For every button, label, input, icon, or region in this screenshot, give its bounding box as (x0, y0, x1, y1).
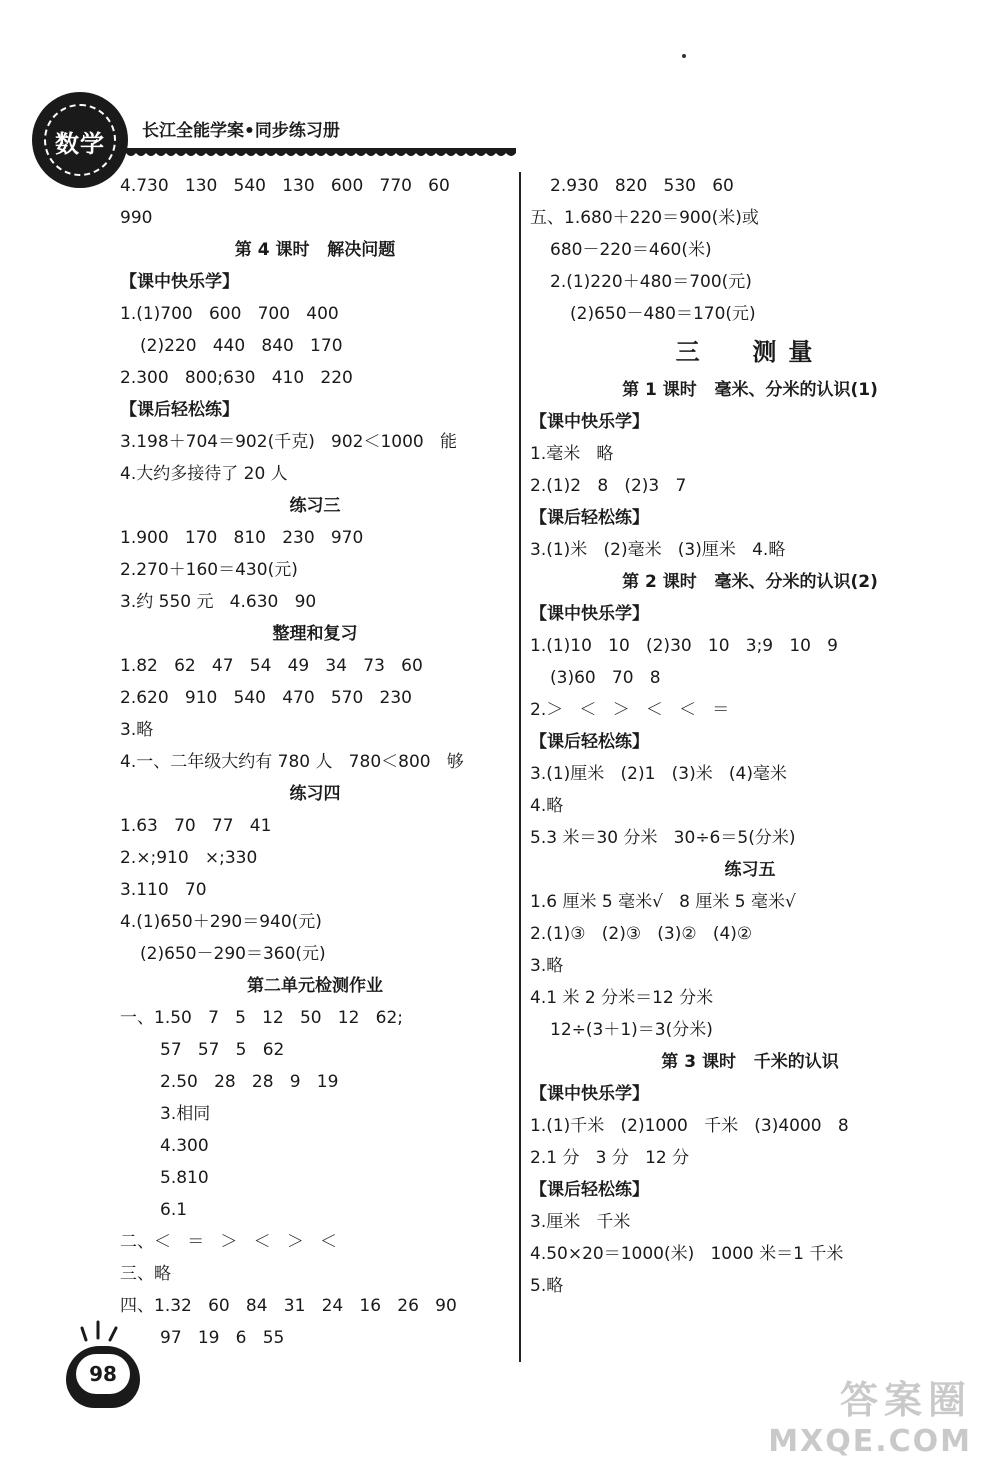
right-answer-line: 3.(1)米 (2)毫米 (3)厘米 4.略 (530, 540, 786, 560)
right-answer-line: 1.(1)千米 (2)1000 千米 (3)4000 8 (530, 1116, 849, 1136)
left-answer-line: 一、1.50 7 5 12 50 12 62; (120, 1008, 404, 1028)
left-answer-line: 4.(1)650＋290＝940(元) (120, 912, 322, 932)
right-answer-line: 1.(1)10 10 (2)30 10 3;9 10 9 (530, 636, 838, 656)
left-answer-line: 5.810 (160, 1168, 209, 1188)
right-lesson-heading: 第 3 课时 千米的认识 (661, 1052, 839, 1072)
answer-column-left (120, 170, 510, 1354)
right-subsection-label: 【课后轻松练】 (530, 508, 649, 528)
left-answer-line: (2)650－290＝360(元) (140, 944, 326, 964)
left-answer-line: 1.(1)700 600 700 400 (120, 304, 339, 324)
right-subsection-label: 【课中快乐学】 (530, 412, 649, 432)
subject-badge-label: 数学 (55, 129, 105, 158)
left-answer-line: 2.×;910 ×;330 (120, 848, 258, 868)
right-answer-line: 4.50×20＝1000(米) 1000 米＝1 千米 (530, 1244, 844, 1264)
left-answer-line: 4.730 130 540 130 600 770 60 (120, 176, 450, 196)
right-answer-line: 4.略 (530, 796, 564, 816)
right-answer-line: 3.略 (530, 956, 564, 976)
left-answer-line: 1.900 170 810 230 970 (120, 528, 364, 548)
right-answer-line: 5.略 (530, 1276, 564, 1296)
right-subsection-label: 【课后轻松练】 (530, 1180, 649, 1200)
left-answer-line: 二、＜ ＝ ＞ ＜ ＞ ＜ (120, 1232, 338, 1252)
right-answer-line: 12÷(3＋1)＝3(分米) (550, 1020, 713, 1040)
right-answer-line: 2.930 820 530 60 (550, 176, 734, 196)
left-answer-line: 4.大约多接待了 20 人 (120, 464, 288, 484)
left-lesson-heading: 练习三 (289, 496, 341, 516)
right-unit-heading: 三 测量 (675, 338, 825, 366)
left-answer-line: 2.50 28 28 9 19 (160, 1072, 339, 1092)
right-subsection-label: 【课中快乐学】 (530, 1084, 649, 1104)
left-answer-line: 1.82 62 47 54 49 34 73 60 (120, 656, 423, 676)
right-answer-line: 5.3 米＝30 分米 30÷6＝5(分米) (530, 828, 796, 848)
right-answer-line: 1.毫米 略 (530, 444, 614, 464)
left-answer-line: 3.相同 (160, 1104, 211, 1124)
left-answer-line: 3.198＋704＝902(千克) 902＜1000 能 (120, 432, 457, 452)
left-lesson-heading: 整理和复习 (272, 624, 358, 644)
header-wavy-rule (116, 148, 516, 158)
right-answer-line: 2.(1)③ (2)③ (3)② (4)② (530, 924, 753, 944)
page-number: 98 (89, 1362, 117, 1386)
watermark-title: 答案圈 (839, 1378, 972, 1422)
right-answer-line: 3.(1)厘米 (2)1 (3)米 (4)毫米 (530, 764, 787, 784)
book-title: 长江全能学案•同步练习册 (142, 121, 340, 141)
left-subsection-label: 【课中快乐学】 (120, 272, 239, 292)
left-answer-line: 2.620 910 540 470 570 230 (120, 688, 412, 708)
left-answer-line: 4.一、二年级大约有 780 人 780＜800 够 (120, 752, 464, 772)
left-answer-line: 3.略 (120, 720, 154, 740)
right-answer-line: 2.(1)220＋480＝700(元) (550, 272, 752, 292)
right-subsection-label: 【课中快乐学】 (530, 604, 649, 624)
left-answer-line: 1.63 70 77 41 (120, 816, 272, 836)
left-answer-line: 2.270＋160＝430(元) (120, 560, 298, 580)
column-divider (519, 172, 521, 1362)
left-lesson-heading: 第 4 课时 解决问题 (234, 240, 396, 260)
left-answer-line: 97 19 6 55 (160, 1328, 285, 1348)
left-answer-line: 57 57 5 62 (160, 1040, 285, 1060)
left-lesson-heading: 第二单元检测作业 (247, 976, 383, 996)
left-answer-line: 三、略 (120, 1264, 171, 1284)
right-lesson-heading: 第 2 课时 毫米、分米的认识(2) (622, 572, 878, 592)
left-lesson-heading: 练习四 (289, 784, 341, 804)
right-answer-line: 2.＞ ＜ ＞ ＜ ＜ ＝ (530, 700, 730, 720)
right-answer-line: 3.厘米 千米 (530, 1212, 631, 1232)
left-answer-line: 3.110 70 (120, 880, 207, 900)
left-answer-line: 四、1.32 60 84 31 24 16 26 90 (120, 1296, 457, 1316)
page-number-badge (66, 1340, 142, 1412)
left-answer-line: 6.1 (160, 1200, 188, 1220)
right-lesson-heading: 练习五 (724, 860, 776, 880)
right-answer-line: 4.1 米 2 分米＝12 分米 (530, 988, 714, 1008)
left-answer-line: 2.300 800;630 410 220 (120, 368, 353, 388)
ink-dot (682, 54, 686, 58)
watermark (768, 1369, 972, 1459)
answer-column-right (530, 170, 970, 1302)
right-subsection-label: 【课后轻松练】 (530, 732, 649, 752)
subject-badge (36, 96, 124, 184)
right-answer-line: 2.1 分 3 分 12 分 (530, 1148, 690, 1168)
watermark-url: MXQE.COM (768, 1424, 972, 1459)
left-answer-line: 4.300 (160, 1136, 209, 1156)
right-lesson-heading: 第 1 课时 毫米、分米的认识(1) (622, 380, 878, 400)
right-answer-line: 1.6 厘米 5 毫米√ 8 厘米 5 毫米√ (530, 892, 796, 912)
right-answer-line: 680－220＝460(米) (550, 240, 712, 260)
right-answer-line: (3)60 70 8 (550, 668, 661, 688)
left-answer-line: 990 (120, 208, 153, 228)
right-answer-line: 2.(1)2 8 (2)3 7 (530, 476, 687, 496)
right-answer-line: (2)650－480＝170(元) (570, 304, 756, 324)
right-answer-line: 五、1.680＋220＝900(米)或 (530, 208, 759, 228)
left-subsection-label: 【课后轻松练】 (120, 400, 239, 420)
left-answer-line: 3.约 550 元 4.630 90 (120, 592, 317, 612)
left-answer-line: (2)220 440 840 170 (140, 336, 343, 356)
